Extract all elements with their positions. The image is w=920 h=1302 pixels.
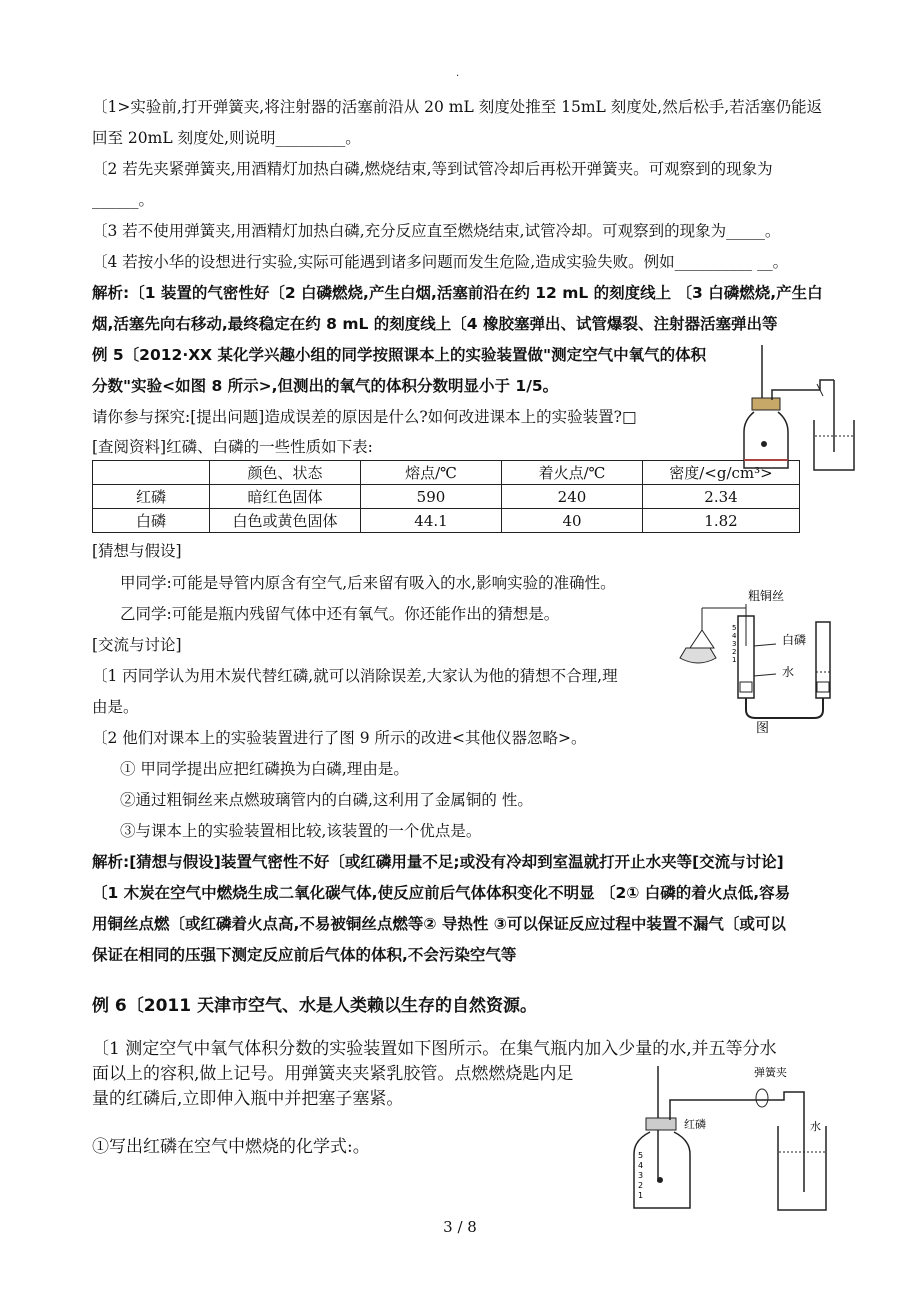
hypothesis-b: 乙同学:可能是瓶内残留气体中还有氧气。你还能作出的猜想是。	[120, 605, 560, 623]
bottom-fig-phosphorus-label: 红磷	[684, 1118, 706, 1131]
example5-line1: 例 5〔2012·XX 某化学兴趣小组的同学按照课本上的实验装置做"测定空气中氧气的体积	[92, 346, 707, 364]
fig9-scale-1: 1	[732, 656, 737, 664]
table-row	[93, 509, 800, 533]
table-cell: 590	[361, 485, 502, 509]
fig9-scale-4: 4	[732, 632, 737, 640]
discussion1-line2: 由是。	[92, 698, 139, 716]
answer2-line1: 解析:[猜想与假设]装置气密性不好〔或红磷用量不足;或没有冷却到室温就打开止水夹等[交流与讨论]	[92, 853, 784, 871]
bottom-fig-scale-5: 5	[638, 1151, 644, 1160]
table-cell: 暗红色固体	[210, 485, 361, 509]
bottom-fig-water-label: 水	[810, 1120, 821, 1133]
answer2-line4: 保证在相同的压强下测定反应前后气体的体积,不会污染空气等	[92, 946, 517, 964]
figure-example6-apparatus	[628, 1062, 828, 1212]
figure9-apparatus	[676, 586, 846, 746]
table-cell: 2.34	[643, 485, 800, 509]
table-cell: 240	[502, 485, 643, 509]
discussion2: 〔2 他们对课本上的实验装置进行了图 9 所示的改进<其他仪器忽略>。	[92, 729, 587, 747]
fig9-scale-2: 2	[732, 648, 737, 656]
table-cell: 44.1	[361, 509, 502, 533]
bottom-fig-scale-3: 3	[638, 1171, 644, 1180]
figure8-apparatus	[742, 340, 862, 475]
table-cell: 1.82	[643, 509, 800, 533]
q1-line1: 〔1>实验前,打开弹簧夹,将注射器的活塞前沿从 20 mL 刻度处推至 15mL 刻度处,然后松手,若活塞仍能返	[92, 98, 823, 116]
answer2-line3: 用铜丝点燃〔或红磷着火点高,不易被铜丝点燃等② 导热性 ③可以保证反应过程中装置不漏气〔或可以	[92, 915, 786, 933]
table-cell: 白色或黄色固体	[210, 509, 361, 533]
fig9-scale-3: 3	[732, 640, 737, 648]
bottom-fig-scale-1: 1	[638, 1191, 644, 1200]
table-cell: 白磷	[93, 509, 210, 533]
bottom-fig-scale-4: 4	[638, 1161, 644, 1170]
hypothesis-title: [猜想与假设]	[92, 542, 182, 560]
bottom-fig-clip-label: 弹簧夹	[754, 1066, 787, 1079]
discussion1-line1: 〔1 丙同学认为用木炭代替红磷,就可以消除误差,大家认为他的猜想不合理,理	[92, 667, 618, 685]
fig9-wire-label: 粗铜丝	[748, 589, 785, 603]
fig9-water-label: 水	[782, 665, 795, 679]
example6-line3: 量的红磷后,立即伸入瓶中并把塞子塞紧。	[92, 1089, 404, 1109]
discussion-title: [交流与讨论]	[92, 636, 182, 654]
table-header-row	[93, 461, 800, 485]
answer1-line1: 解析:〔1 装置的气密性好〔2 白磷燃烧,产生白烟,活塞前沿在约 12 mL 的刻度线上 〔3 白磷燃烧,产生白	[92, 284, 823, 302]
table-header-cell: 颜色、状态	[210, 461, 361, 485]
discussion2-b: ②通过粗铜丝来点燃玻璃管内的白磷,这利用了金属铜的 性。	[120, 791, 533, 809]
bottom-fig-scale-2: 2	[638, 1181, 644, 1190]
example5-line2: 分数"实验<如图 8 所示>,但测出的氧气的体积分数明显小于 1/5。	[92, 377, 559, 395]
table-header-cell: 着火点/℃	[502, 461, 643, 485]
hypothesis-a: 甲同学:可能是导管内原含有空气,后来留有吸入的水,影响实验的准确性。	[120, 574, 616, 592]
q1-line2: 回至 20mL 刻度处,则说明_________。	[92, 129, 361, 147]
discussion2-a: ① 甲同学提出应把红磷换为白磷,理由是。	[120, 760, 409, 778]
table-header-cell: 熔点/℃	[361, 461, 502, 485]
page-number: 3 / 8	[443, 1218, 477, 1236]
example6-line4: ①写出红磷在空气中燃烧的化学式:。	[92, 1137, 370, 1157]
answer1-line2: 烟,活塞先向右移动,最终稳定在约 8 mL 的刻度线上〔4 橡胶塞弹出、试管爆裂、注射器活塞弹出等	[92, 315, 778, 333]
q2-line2: ______。	[92, 191, 155, 209]
table-cell: 40	[502, 509, 643, 533]
table-header-cell: 密度/<g/cm³>	[643, 461, 800, 485]
example6-title: 例 6〔2011 天津市空气、水是人类赖以生存的自然资源。	[92, 996, 537, 1016]
answer2-line2: 〔1 木炭在空气中燃烧生成二氧化碳气体,使反应前后气体体积变化不明显 〔2① 白磷的着火点低,容易	[92, 884, 791, 902]
fig9-caption: 图	[756, 721, 770, 736]
q4-line: 〔4 若按小华的设想进行实验,实际可能遇到诸多问题而发生危险,造成实验失败。例如__________ __。	[92, 253, 789, 271]
q2-line1: 〔2 若先夹紧弹簧夹,用酒精灯加热白磷,燃烧结束,等到试管冷却后再松开弹簧夹。可观察到的现象为	[92, 160, 773, 178]
table-cell: 红磷	[93, 485, 210, 509]
example6-line1: 〔1 测定空气中氧气体积分数的实验装置如下图所示。在集气瓶内加入少量的水,并五等分水	[92, 1039, 777, 1059]
discussion2-c: ③与课本上的实验装置相比较,该装置的一个优点是。	[120, 822, 482, 840]
fig9-scale-5: 5	[732, 624, 737, 632]
example5-line3: 请你参与探究:[提出问题]造成误差的原因是什么?如何改进课本上的实验装置?□	[92, 408, 637, 426]
table-row	[93, 485, 800, 509]
fig9-phosphorus-label: 白磷	[782, 633, 807, 647]
example6-line2: 面以上的容积,做上记号。用弹簧夹夹紧乳胶管。点燃燃烧匙内足	[92, 1064, 574, 1084]
table-header-cell	[93, 461, 210, 485]
reference-title: [查阅资料]红磷、白磷的一些性质如下表:	[92, 438, 373, 456]
phosphorus-properties-table	[92, 460, 800, 533]
header-dot: .	[456, 68, 460, 79]
q3-line: 〔3 若不使用弹簧夹,用酒精灯加热白磷,充分反应直至燃烧结束,试管冷却。可观察到的现象为_____。	[92, 222, 781, 240]
